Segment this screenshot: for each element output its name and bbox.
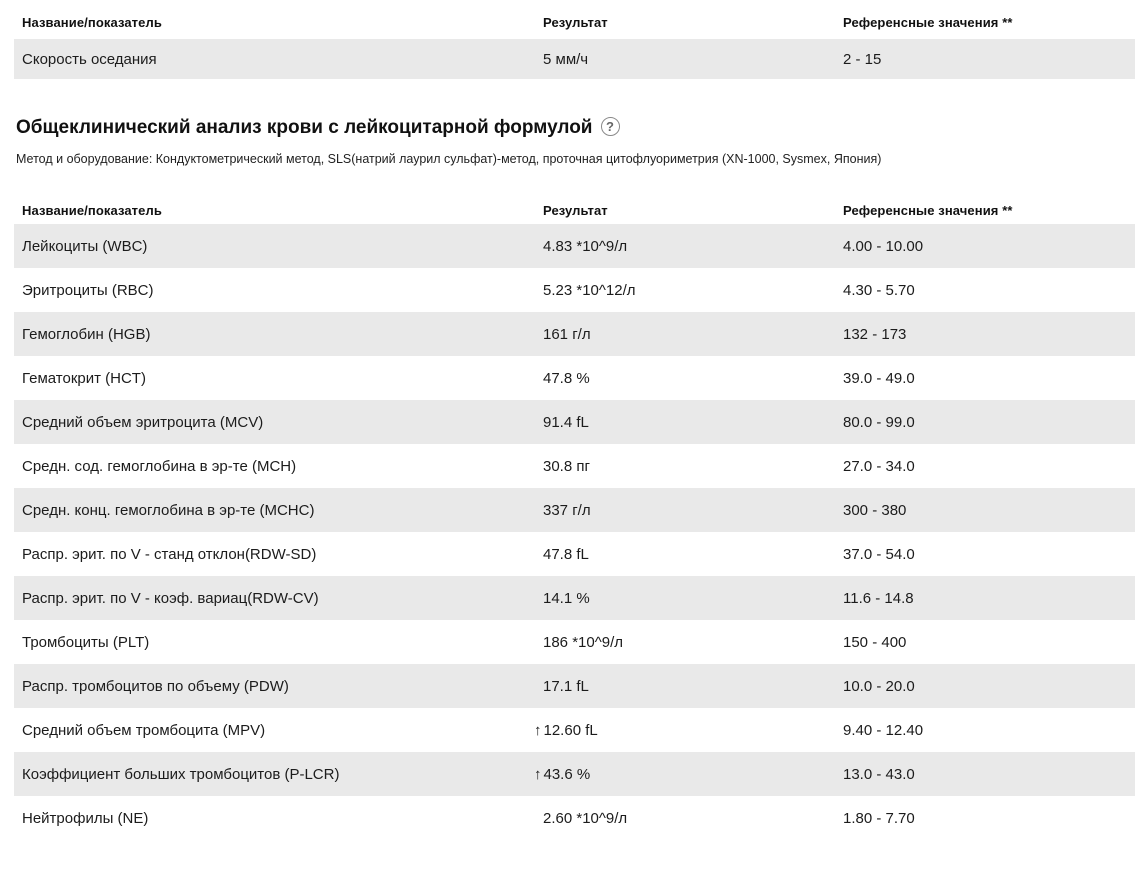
row-result [543, 634, 843, 651]
row-reference: 4.00 - 10.00 [843, 237, 924, 255]
table-row [14, 708, 1135, 752]
section-title [16, 115, 1135, 141]
cbc-table [14, 196, 1135, 840]
row-reference: 10.0 - 20.0 [843, 677, 915, 695]
row-name: Эритроциты (RBC) [22, 281, 154, 299]
table-header-row [14, 196, 1135, 224]
result-value: 5.23 *10^12/л [543, 281, 636, 299]
table-row [14, 752, 1135, 796]
result-value: 337 г/л [543, 501, 591, 519]
lab-results-page [0, 6, 1135, 840]
row-name: Гемоглобин (HGB) [22, 325, 151, 343]
row-result [543, 238, 843, 255]
header-name: Название/показатель [22, 202, 162, 218]
help-icon[interactable]: ? [601, 117, 620, 136]
row-name: Распр. эрит. по V - станд отклон(RDW-SD) [22, 545, 317, 563]
esr-table [14, 6, 1135, 79]
row-name: Скорость оседания [22, 50, 157, 68]
result-value: 30.8 пг [543, 457, 590, 475]
row-name: Нейтрофилы (NE) [22, 809, 149, 827]
row-name: Гематокрит (HCT) [22, 369, 146, 387]
row-name: Распр. эрит. по V - коэф. вариац(RDW-CV) [22, 589, 319, 607]
table-header-row [14, 6, 1135, 39]
high-arrow-icon: ↑ [534, 721, 542, 739]
row-name: Средн. конц. гемоглобина в эр-те (MCHC) [22, 501, 315, 519]
row-result [543, 590, 843, 607]
table-row [14, 224, 1135, 268]
header-reference: Референсные значения ** [843, 15, 1013, 30]
row-reference: 80.0 - 99.0 [843, 413, 915, 431]
result-value: 4.83 *10^9/л [543, 237, 628, 255]
row-name: Лейкоциты (WBC) [22, 237, 148, 255]
row-result [543, 678, 843, 695]
row-name: Распр. тромбоцитов по объему (PDW) [22, 677, 289, 695]
result-value: 91.4 fL [543, 413, 589, 431]
row-reference: 39.0 - 49.0 [843, 369, 915, 387]
row-result [543, 458, 843, 475]
header-name: Название/показатель [22, 15, 162, 30]
row-reference: 37.0 - 54.0 [843, 545, 915, 563]
table-row [14, 444, 1135, 488]
table-row [14, 532, 1135, 576]
method-line: Метод и оборудование: Кондуктометрический метод, SLS(натрий лаурил сульфат)-метод, проточная цитофлуориметрия (XN-1000, Sysmex, Япония) [16, 152, 882, 166]
row-name: Средний объем тромбоцита (MPV) [22, 721, 266, 739]
row-reference: 27.0 - 34.0 [843, 457, 915, 475]
row-result [543, 414, 843, 431]
row-result: 5 мм/ч [543, 50, 589, 68]
table-row [14, 576, 1135, 620]
row-reference: 9.40 - 12.40 [843, 721, 924, 739]
result-value: 47.8 fL [543, 545, 589, 563]
result-value: 14.1 % [543, 589, 590, 607]
table-row [14, 39, 1135, 79]
header-result: Результат [543, 202, 608, 218]
table-row [14, 268, 1135, 312]
row-result [543, 282, 843, 299]
row-result [543, 326, 843, 343]
row-reference: 1.80 - 7.70 [843, 809, 915, 827]
row-reference: 4.30 - 5.70 [843, 281, 915, 299]
row-reference: 300 - 380 [843, 501, 907, 519]
result-value: 2.60 *10^9/л [543, 809, 628, 827]
result-value: 47.8 % [543, 369, 590, 387]
row-result [543, 370, 843, 387]
table-row [14, 400, 1135, 444]
table-row [14, 356, 1135, 400]
row-result [534, 765, 843, 783]
cbc-rows [14, 224, 1135, 840]
table-row [14, 796, 1135, 840]
row-name: Средний объем эритроцита (MCV) [22, 413, 264, 431]
row-name: Тромбоциты (PLT) [22, 633, 150, 651]
result-value: 186 *10^9/л [543, 633, 624, 651]
high-arrow-icon: ↑ [534, 765, 542, 783]
result-value: 43.6 % [543, 765, 591, 783]
table-row [14, 312, 1135, 356]
row-result [543, 502, 843, 519]
row-reference: 2 - 15 [843, 50, 882, 68]
row-reference: 132 - 173 [843, 325, 907, 343]
result-value: 161 г/л [543, 325, 591, 343]
result-value: 17.1 fL [543, 677, 589, 695]
header-reference: Референсные значения ** [843, 202, 1013, 218]
header-result: Результат [543, 15, 608, 30]
row-result [543, 810, 843, 827]
table-row [14, 664, 1135, 708]
row-reference: 13.0 - 43.0 [843, 765, 915, 783]
row-reference: 11.6 - 14.8 [843, 589, 914, 607]
table-row [14, 620, 1135, 664]
table-row [14, 488, 1135, 532]
row-name: Средн. сод. гемоглобина в эр-те (MCH) [22, 457, 297, 475]
row-result [543, 546, 843, 563]
row-result [534, 721, 843, 739]
result-value: 12.60 fL [543, 721, 598, 739]
row-name: Коэффициент больших тромбоцитов (P-LCR) [22, 765, 340, 783]
section-title-text: Общеклинический анализ крови с лейкоцитарной формулой [16, 117, 593, 138]
row-reference: 150 - 400 [843, 633, 907, 651]
